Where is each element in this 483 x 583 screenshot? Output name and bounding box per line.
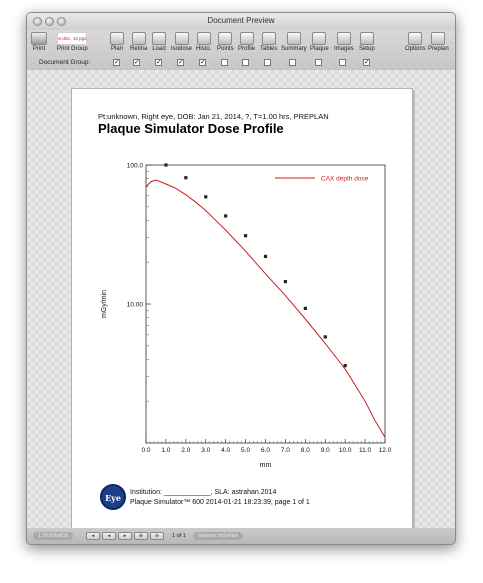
options-icon: [408, 32, 422, 45]
toolbar-isodose-button[interactable]: [171, 32, 192, 52]
x-tick-label: 10.0: [338, 447, 352, 454]
x-tick-label: 3.0: [201, 447, 211, 454]
summary-icon: [287, 32, 301, 45]
toolbar-points-label: Points: [217, 46, 234, 52]
preplan-icon: [431, 32, 445, 45]
toolbar-images-button[interactable]: [334, 32, 354, 52]
dose-profile-chart: [90, 139, 420, 479]
toolbar-histo-button[interactable]: [196, 32, 211, 52]
data-point: [264, 255, 267, 258]
toolbar-images-label: Images: [334, 46, 354, 52]
isodose-icon: [175, 32, 189, 45]
group-check-images[interactable]: [339, 59, 346, 66]
toolbar-plaque-label: Plaque: [310, 46, 329, 52]
printer-icon: [31, 32, 47, 45]
x-tick-label: 6.0: [260, 447, 271, 454]
x-tick-label: 8.0: [300, 447, 310, 454]
toolbar-setup-label: Setup: [359, 46, 375, 52]
zoom-out-button[interactable]: ⊖: [150, 532, 164, 540]
prev-page-button[interactable]: ◂: [102, 532, 116, 540]
toolbar-load-button[interactable]: [152, 32, 166, 52]
preplan-label: Preplan: [428, 46, 449, 52]
x-tick-label: 2.0: [181, 447, 191, 454]
x-tick-label: 9.0: [320, 447, 330, 454]
histogram-icon: [197, 32, 211, 45]
x-tick-label: 4.0: [221, 447, 231, 454]
toolbar-points-button[interactable]: [217, 32, 234, 52]
tables-icon: [262, 32, 276, 45]
cax-depth-dose-line: [146, 180, 385, 437]
plan-icon: [110, 32, 124, 45]
document-title: Plaque Simulator Dose Profile: [98, 121, 284, 136]
retina-icon: [132, 32, 146, 45]
footer-institution: Institution: ____________, SLA: astrahan.2014: [130, 489, 277, 496]
document-page: [71, 88, 413, 545]
group-check-load[interactable]: ✓: [156, 59, 162, 66]
group-check-summary[interactable]: [289, 59, 296, 66]
document-preview-window: [26, 12, 456, 545]
print-group-preview-text: 6-disc, 13 pgs: [58, 36, 87, 41]
plot-frame: [146, 165, 385, 443]
document-group-bar: [27, 57, 455, 68]
y-axis-label: mGy/min: [101, 290, 108, 318]
images-icon: [337, 32, 351, 45]
setup-icon: [360, 32, 374, 45]
x-tick-label: 5.0: [241, 447, 251, 454]
toolbar-isodose-label: Isodose: [171, 46, 193, 52]
group-check-retina[interactable]: ✓: [134, 59, 140, 66]
toolbar-retina-button[interactable]: [130, 32, 147, 52]
x-tick-label: 1.0: [161, 447, 171, 454]
toolbar-profile-button[interactable]: [238, 32, 255, 52]
toolbar-summary-label: Summary: [281, 46, 307, 52]
x-tick-label: 7.0: [280, 447, 290, 454]
group-check-plaque[interactable]: [315, 59, 322, 66]
chart-legend: [275, 176, 369, 183]
data-point: [324, 335, 327, 338]
data-point: [244, 234, 247, 237]
y-tick-label: 100.0: [126, 162, 143, 170]
toolbar-tables-label: Tables: [260, 46, 278, 52]
group-check-setup[interactable]: ✓: [364, 59, 370, 66]
title-bar[interactable]: [27, 13, 455, 30]
data-point: [204, 195, 207, 198]
logo-text: Eye: [105, 493, 121, 503]
first-page-button[interactable]: ◂: [86, 532, 100, 540]
footer-version: Plaque Simulator™ 600 2014-01-21 18:23:39, page 1 of 1: [130, 499, 310, 506]
y-tick-label: 10.00: [126, 301, 143, 309]
load-icon: [152, 32, 166, 45]
print-label: Print: [32, 46, 46, 52]
page-indicator: 1 of 1: [172, 533, 186, 539]
options-button[interactable]: [405, 32, 426, 52]
toolbar-plan-label: Plan: [110, 46, 123, 52]
toolbar-tables-button[interactable]: [260, 32, 277, 52]
group-check-points[interactable]: [221, 59, 228, 66]
toolbar-summary-button[interactable]: [281, 32, 307, 52]
data-point: [284, 280, 287, 283]
patient-info-line: Pt:unknown, Right eye, DOB: Jan 21, 2014, ?, T=1.00 hrs, PREPLAN: [98, 112, 329, 121]
zoom-dims-field[interactable]: 1.00 816x816: [33, 532, 73, 540]
window-title: Document Preview: [207, 16, 275, 25]
toolbar-retina-label: Retina: [130, 46, 148, 52]
print-button[interactable]: [31, 32, 47, 52]
chart-axes: [101, 163, 392, 470]
toolbar-setup-button[interactable]: [359, 32, 375, 52]
data-point: [304, 307, 307, 310]
group-check-histo[interactable]: ✓: [200, 59, 206, 66]
x-tick-label: 12.0: [378, 447, 392, 454]
preplan-button[interactable]: [428, 32, 449, 52]
group-check-plan[interactable]: ✓: [114, 59, 120, 66]
data-point: [164, 163, 167, 166]
group-check-tables[interactable]: [264, 59, 271, 66]
status-bar: [27, 528, 455, 544]
x-tick-label: 11.0: [358, 447, 372, 454]
legend-label: CAX depth dose: [321, 175, 369, 183]
group-check-profile[interactable]: [242, 59, 249, 66]
toolbar-histo-label: Histo.: [196, 46, 212, 52]
chart-series: [146, 180, 385, 437]
eye-physics-logo: [100, 484, 126, 510]
data-point: [184, 176, 187, 179]
points-icon: [218, 32, 232, 45]
group-check-isodose[interactable]: ✓: [178, 59, 184, 66]
data-point: [224, 214, 227, 217]
print-group-label: Print Group: [57, 46, 88, 52]
zoom-in-button[interactable]: ⊕: [134, 532, 148, 540]
print-group-preview-icon: [57, 32, 87, 45]
x-axis-label: mm: [259, 462, 272, 469]
toolbar-plan-button[interactable]: [110, 32, 124, 52]
options-label: Options: [405, 46, 426, 52]
toolbar-plaque-button[interactable]: [310, 32, 329, 52]
preview-viewport[interactable]: [27, 70, 455, 530]
x-tick-label: 0.0: [141, 447, 151, 454]
plaque-icon: [312, 32, 326, 45]
document-group-label: Document Group:: [39, 59, 91, 66]
units-dropdown[interactable]: Isodose: mGy/min: [193, 532, 243, 540]
toolbar-load-label: Load: [152, 46, 166, 52]
print-group-button[interactable]: [57, 32, 88, 52]
next-page-button[interactable]: ▸: [118, 532, 132, 540]
data-point: [344, 364, 347, 367]
toolbar-profile-label: Profile: [238, 46, 256, 52]
profile-icon: [240, 32, 254, 45]
